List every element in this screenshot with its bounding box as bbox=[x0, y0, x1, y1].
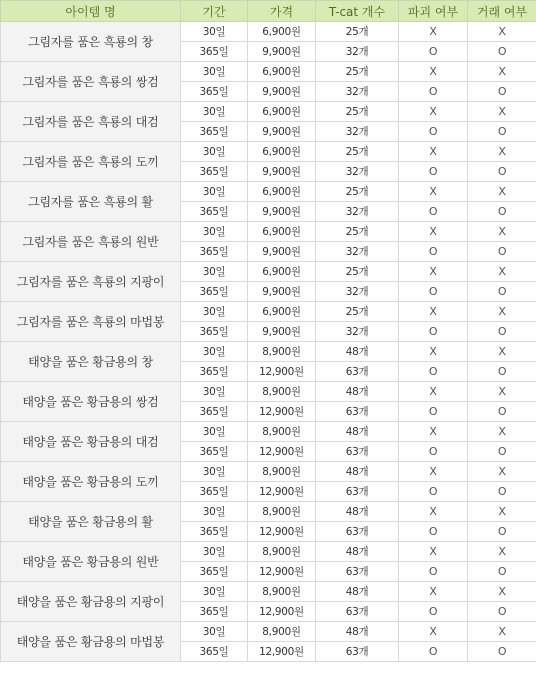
price-cell: 12,900원 bbox=[248, 442, 316, 462]
period-cell: 30일 bbox=[181, 502, 248, 522]
item-name-cell: 그림자를 품은 흑룡의 지팡이 bbox=[1, 262, 181, 302]
tcat-count-cell: 63개 bbox=[316, 402, 399, 422]
table-row bbox=[1, 102, 536, 122]
trade-cell: O bbox=[468, 282, 536, 302]
destroy-cell: X bbox=[399, 62, 468, 82]
trade-cell: O bbox=[468, 522, 536, 542]
tcat-count-cell: 25개 bbox=[316, 22, 399, 42]
price-cell: 12,900원 bbox=[248, 562, 316, 582]
period-cell: 365일 bbox=[181, 322, 248, 342]
tcat-count-cell: 48개 bbox=[316, 462, 399, 482]
period-cell: 365일 bbox=[181, 442, 248, 462]
header-price: 가격 bbox=[248, 1, 316, 22]
header-tcat-count: T-cat 개수 bbox=[316, 1, 399, 22]
period-cell: 30일 bbox=[181, 422, 248, 442]
price-cell: 12,900원 bbox=[248, 642, 316, 662]
destroy-cell: X bbox=[399, 462, 468, 482]
item-name-cell: 태양을 품은 황금용의 원반 bbox=[1, 542, 181, 582]
price-cell: 9,900원 bbox=[248, 122, 316, 142]
destroy-cell: O bbox=[399, 482, 468, 502]
destroy-cell: O bbox=[399, 602, 468, 622]
trade-cell: X bbox=[468, 262, 536, 282]
trade-cell: X bbox=[468, 622, 536, 642]
trade-cell: O bbox=[468, 82, 536, 102]
price-cell: 12,900원 bbox=[248, 482, 316, 502]
destroy-cell: O bbox=[399, 362, 468, 382]
price-cell: 8,900원 bbox=[248, 622, 316, 642]
period-cell: 30일 bbox=[181, 622, 248, 642]
trade-cell: X bbox=[468, 302, 536, 322]
trade-cell: X bbox=[468, 342, 536, 362]
trade-cell: O bbox=[468, 122, 536, 142]
period-cell: 30일 bbox=[181, 462, 248, 482]
price-cell: 12,900원 bbox=[248, 402, 316, 422]
period-cell: 365일 bbox=[181, 162, 248, 182]
table-row bbox=[1, 142, 536, 162]
item-name-cell: 태양을 품은 황금용의 대검 bbox=[1, 422, 181, 462]
trade-cell: X bbox=[468, 182, 536, 202]
tcat-count-cell: 48개 bbox=[316, 422, 399, 442]
price-cell: 6,900원 bbox=[248, 22, 316, 42]
price-cell: 9,900원 bbox=[248, 162, 316, 182]
destroy-cell: X bbox=[399, 262, 468, 282]
destroy-cell: O bbox=[399, 322, 468, 342]
price-cell: 6,900원 bbox=[248, 182, 316, 202]
period-cell: 365일 bbox=[181, 362, 248, 382]
destroy-cell: O bbox=[399, 82, 468, 102]
tcat-count-cell: 25개 bbox=[316, 142, 399, 162]
table-row bbox=[1, 302, 536, 322]
price-cell: 6,900원 bbox=[248, 302, 316, 322]
price-cell: 8,900원 bbox=[248, 462, 316, 482]
destroy-cell: O bbox=[399, 402, 468, 422]
price-cell: 9,900원 bbox=[248, 202, 316, 222]
period-cell: 365일 bbox=[181, 602, 248, 622]
tcat-count-cell: 25개 bbox=[316, 262, 399, 282]
price-cell: 8,900원 bbox=[248, 422, 316, 442]
price-cell: 8,900원 bbox=[248, 582, 316, 602]
price-cell: 9,900원 bbox=[248, 282, 316, 302]
price-cell: 6,900원 bbox=[248, 62, 316, 82]
item-name-cell: 그림자를 품은 흑룡의 원반 bbox=[1, 222, 181, 262]
destroy-cell: O bbox=[399, 642, 468, 662]
destroy-cell: X bbox=[399, 222, 468, 242]
tcat-count-cell: 63개 bbox=[316, 482, 399, 502]
table-row bbox=[1, 62, 536, 82]
period-cell: 30일 bbox=[181, 262, 248, 282]
trade-cell: X bbox=[468, 542, 536, 562]
table-header bbox=[1, 1, 536, 22]
item-name-cell: 그림자를 품은 흑룡의 창 bbox=[1, 22, 181, 62]
table-row bbox=[1, 382, 536, 402]
trade-cell: X bbox=[468, 62, 536, 82]
destroy-cell: O bbox=[399, 122, 468, 142]
period-cell: 30일 bbox=[181, 582, 248, 602]
price-cell: 12,900원 bbox=[248, 362, 316, 382]
trade-cell: X bbox=[468, 222, 536, 242]
item-name-cell: 그림자를 품은 흑룡의 쌍검 bbox=[1, 62, 181, 102]
trade-cell: O bbox=[468, 362, 536, 382]
tcat-count-cell: 63개 bbox=[316, 522, 399, 542]
item-name-cell: 태양을 품은 황금용의 활 bbox=[1, 502, 181, 542]
period-cell: 365일 bbox=[181, 642, 248, 662]
tcat-count-cell: 48개 bbox=[316, 622, 399, 642]
price-cell: 6,900원 bbox=[248, 262, 316, 282]
trade-cell: O bbox=[468, 42, 536, 62]
tcat-count-cell: 48개 bbox=[316, 382, 399, 402]
tcat-count-cell: 63개 bbox=[316, 642, 399, 662]
trade-cell: O bbox=[468, 642, 536, 662]
item-name-cell: 태양을 품은 황금용의 쌍검 bbox=[1, 382, 181, 422]
destroy-cell: O bbox=[399, 42, 468, 62]
period-cell: 30일 bbox=[181, 222, 248, 242]
price-cell: 12,900원 bbox=[248, 602, 316, 622]
trade-cell: X bbox=[468, 582, 536, 602]
period-cell: 365일 bbox=[181, 402, 248, 422]
trade-cell: X bbox=[468, 22, 536, 42]
period-cell: 30일 bbox=[181, 302, 248, 322]
tcat-count-cell: 63개 bbox=[316, 562, 399, 582]
price-cell: 6,900원 bbox=[248, 142, 316, 162]
header-row bbox=[1, 1, 536, 22]
table-row bbox=[1, 22, 536, 42]
table-row bbox=[1, 502, 536, 522]
period-cell: 365일 bbox=[181, 122, 248, 142]
destroy-cell: O bbox=[399, 242, 468, 262]
item-name-cell: 태양을 품은 황금용의 도끼 bbox=[1, 462, 181, 502]
item-name-cell: 태양을 품은 황금용의 지팡이 bbox=[1, 582, 181, 622]
period-cell: 365일 bbox=[181, 562, 248, 582]
price-cell: 12,900원 bbox=[248, 522, 316, 542]
price-cell: 8,900원 bbox=[248, 502, 316, 522]
tcat-count-cell: 25개 bbox=[316, 62, 399, 82]
destroy-cell: X bbox=[399, 622, 468, 642]
period-cell: 30일 bbox=[181, 142, 248, 162]
price-cell: 9,900원 bbox=[248, 42, 316, 62]
price-cell: 8,900원 bbox=[248, 342, 316, 362]
tcat-count-cell: 48개 bbox=[316, 542, 399, 562]
tcat-count-cell: 32개 bbox=[316, 162, 399, 182]
price-cell: 9,900원 bbox=[248, 242, 316, 262]
table-row bbox=[1, 262, 536, 282]
tcat-count-cell: 32개 bbox=[316, 42, 399, 62]
item-name-cell: 태양을 품은 황금용의 창 bbox=[1, 342, 181, 382]
period-cell: 30일 bbox=[181, 342, 248, 362]
trade-cell: O bbox=[468, 162, 536, 182]
tcat-count-cell: 63개 bbox=[316, 602, 399, 622]
destroy-cell: X bbox=[399, 182, 468, 202]
tcat-count-cell: 48개 bbox=[316, 502, 399, 522]
period-cell: 365일 bbox=[181, 282, 248, 302]
price-cell: 6,900원 bbox=[248, 222, 316, 242]
table-row bbox=[1, 462, 536, 482]
table-row bbox=[1, 542, 536, 562]
table-row bbox=[1, 342, 536, 362]
tcat-count-cell: 32개 bbox=[316, 282, 399, 302]
destroy-cell: X bbox=[399, 102, 468, 122]
trade-cell: O bbox=[468, 402, 536, 422]
trade-cell: O bbox=[468, 562, 536, 582]
trade-cell: X bbox=[468, 102, 536, 122]
period-cell: 365일 bbox=[181, 522, 248, 542]
period-cell: 30일 bbox=[181, 382, 248, 402]
header-period: 기간 bbox=[181, 1, 248, 22]
period-cell: 30일 bbox=[181, 22, 248, 42]
destroy-cell: X bbox=[399, 142, 468, 162]
table-row bbox=[1, 422, 536, 442]
trade-cell: O bbox=[468, 442, 536, 462]
period-cell: 365일 bbox=[181, 242, 248, 262]
destroy-cell: X bbox=[399, 342, 468, 362]
tcat-count-cell: 48개 bbox=[316, 342, 399, 362]
destroy-cell: O bbox=[399, 162, 468, 182]
trade-cell: X bbox=[468, 502, 536, 522]
destroy-cell: O bbox=[399, 202, 468, 222]
destroy-cell: O bbox=[399, 562, 468, 582]
destroy-cell: O bbox=[399, 522, 468, 542]
period-cell: 365일 bbox=[181, 42, 248, 62]
table-body bbox=[1, 22, 536, 662]
header-trade: 거래 여부 bbox=[468, 1, 536, 22]
destroy-cell: X bbox=[399, 382, 468, 402]
trade-cell: X bbox=[468, 142, 536, 162]
tcat-count-cell: 25개 bbox=[316, 222, 399, 242]
destroy-cell: X bbox=[399, 302, 468, 322]
tcat-count-cell: 32개 bbox=[316, 202, 399, 222]
trade-cell: O bbox=[468, 482, 536, 502]
period-cell: 365일 bbox=[181, 82, 248, 102]
destroy-cell: X bbox=[399, 502, 468, 522]
price-cell: 6,900원 bbox=[248, 102, 316, 122]
item-name-cell: 그림자를 품은 흑룡의 마법봉 bbox=[1, 302, 181, 342]
tcat-count-cell: 25개 bbox=[316, 182, 399, 202]
item-name-cell: 그림자를 품은 흑룡의 도끼 bbox=[1, 142, 181, 182]
trade-cell: O bbox=[468, 602, 536, 622]
table-row bbox=[1, 582, 536, 602]
tcat-count-cell: 32개 bbox=[316, 122, 399, 142]
trade-cell: O bbox=[468, 322, 536, 342]
tcat-count-cell: 25개 bbox=[316, 102, 399, 122]
trade-cell: X bbox=[468, 382, 536, 402]
destroy-cell: O bbox=[399, 442, 468, 462]
tcat-count-cell: 32개 bbox=[316, 82, 399, 102]
table-row bbox=[1, 622, 536, 642]
trade-cell: O bbox=[468, 202, 536, 222]
destroy-cell: X bbox=[399, 582, 468, 602]
table-row bbox=[1, 182, 536, 202]
header-item-name: 아이템 명 bbox=[1, 1, 181, 22]
period-cell: 30일 bbox=[181, 182, 248, 202]
tcat-count-cell: 25개 bbox=[316, 302, 399, 322]
period-cell: 30일 bbox=[181, 62, 248, 82]
item-name-cell: 그림자를 품은 흑룡의 활 bbox=[1, 182, 181, 222]
period-cell: 365일 bbox=[181, 482, 248, 502]
period-cell: 365일 bbox=[181, 202, 248, 222]
destroy-cell: X bbox=[399, 542, 468, 562]
price-cell: 9,900원 bbox=[248, 322, 316, 342]
tcat-count-cell: 48개 bbox=[316, 582, 399, 602]
period-cell: 30일 bbox=[181, 102, 248, 122]
tcat-count-cell: 32개 bbox=[316, 322, 399, 342]
tcat-count-cell: 63개 bbox=[316, 362, 399, 382]
price-cell: 8,900원 bbox=[248, 382, 316, 402]
price-cell: 9,900원 bbox=[248, 82, 316, 102]
table-row bbox=[1, 222, 536, 242]
period-cell: 30일 bbox=[181, 542, 248, 562]
tcat-count-cell: 63개 bbox=[316, 442, 399, 462]
price-cell: 8,900원 bbox=[248, 542, 316, 562]
tcat-count-cell: 32개 bbox=[316, 242, 399, 262]
trade-cell: X bbox=[468, 422, 536, 442]
destroy-cell: X bbox=[399, 422, 468, 442]
trade-cell: O bbox=[468, 242, 536, 262]
header-destroy: 파괴 여부 bbox=[399, 1, 468, 22]
destroy-cell: O bbox=[399, 282, 468, 302]
trade-cell: X bbox=[468, 462, 536, 482]
item-name-cell: 태양을 품은 황금용의 마법봉 bbox=[1, 622, 181, 662]
item-name-cell: 그림자를 품은 흑룡의 대검 bbox=[1, 102, 181, 142]
destroy-cell: X bbox=[399, 22, 468, 42]
